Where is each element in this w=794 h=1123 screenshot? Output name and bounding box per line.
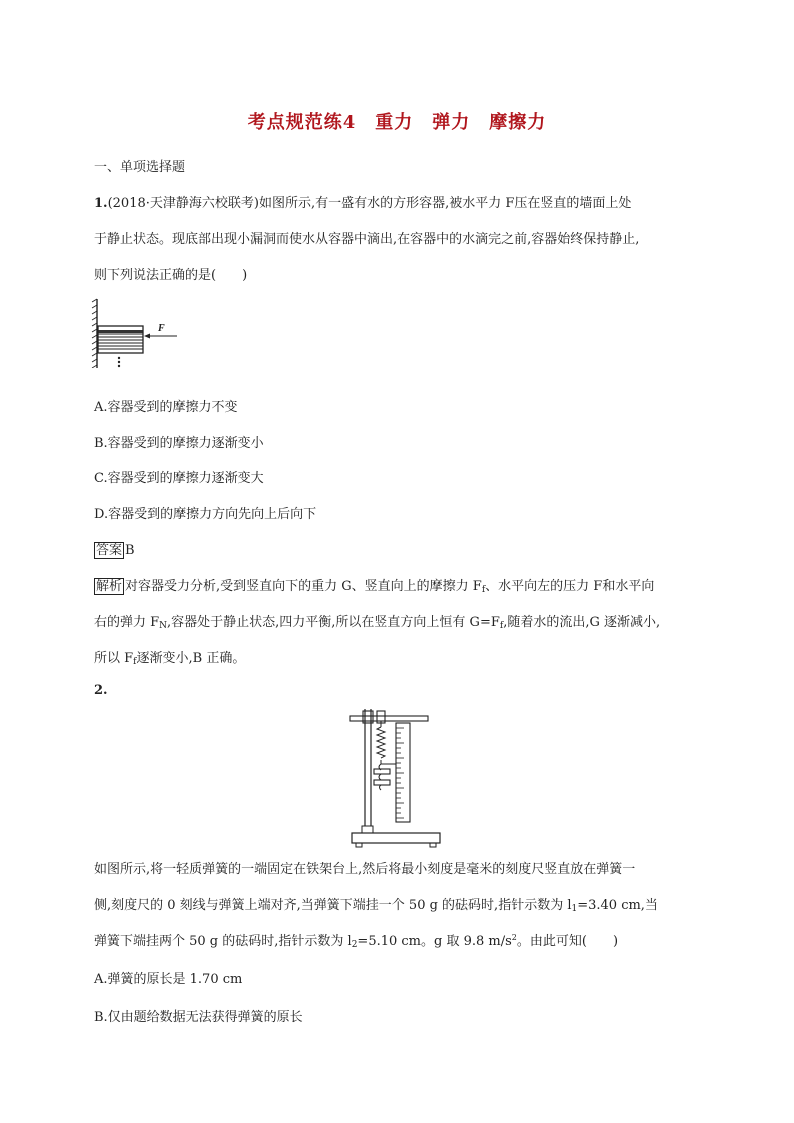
analysis-text: 所以 F	[94, 651, 134, 666]
subscript: N	[159, 621, 168, 631]
q2-text: 侧,刻度尺的 0 刻线与弹簧上端对齐,当弹簧下端挂一个 50 g 的砝码时,指针示数为 l	[94, 898, 572, 913]
analysis-text: ,容器处于静止状态,四力平衡,所以在竖直方向上恒有 G=F	[167, 615, 500, 630]
analysis-text: 右的弹力 F	[94, 615, 160, 630]
q2-option-b: B.仅由题给数据无法获得弹簧的原长	[94, 1010, 303, 1025]
q2-text: 。由此可知( )	[516, 934, 619, 949]
q2-text: =5.10 cm。g 取 9.8 m/s	[357, 934, 512, 949]
subscript: 2	[351, 940, 358, 950]
page-title: 考点规范练4 重力 弹力 摩擦力	[247, 112, 547, 133]
q1-analysis-line-3	[94, 647, 245, 667]
q1-option-c: C.容器受到的摩擦力逐渐变大	[94, 471, 264, 486]
q2-figure	[344, 706, 444, 850]
answer-label: 答案	[96, 543, 123, 558]
q1-line-2: 于静止状态。现底部出现小漏洞而使水从容器中滴出,在容器中的水滴完之前,容器始终保持静止,	[94, 232, 640, 247]
section-heading: 一、单项选择题	[94, 160, 186, 175]
superscript: 2	[511, 933, 517, 942]
force-label-f: F	[158, 323, 165, 334]
q1-line-3: 则下列说法正确的是( )	[94, 268, 248, 283]
q1-answer	[94, 539, 135, 558]
q1-number: 1.	[94, 196, 108, 211]
q1-line-1	[94, 192, 631, 211]
q1-analysis-line-1	[94, 575, 654, 595]
q1-option-d: D.容器受到的摩擦力方向先向上后向下	[94, 507, 317, 522]
q2-number: 2.	[94, 683, 108, 698]
q1-analysis-line-2	[94, 611, 660, 631]
q2-line-2	[94, 894, 658, 914]
subscript: f	[499, 621, 504, 631]
q1-stem-1: (2018·天津静海六校联考)如图所示,有一盛有水的方形容器,被水平力 F压在竖直的墙面上处	[107, 196, 632, 211]
analysis-text: 、水平向左的压力 F和水平向	[485, 579, 655, 594]
subscript: f	[133, 657, 137, 667]
q1-option-a: A.容器受到的摩擦力不变	[94, 400, 238, 415]
subscript: 1	[571, 904, 578, 914]
analysis-text: 对容器受力分析,受到竖直向下的重力 G、竖直向上的摩擦力 F	[125, 579, 482, 594]
q2-option-a: A.弹簧的原长是 1.70 cm	[94, 972, 243, 987]
analysis-label: 解析	[96, 579, 123, 594]
subscript: f	[481, 585, 486, 595]
q2-text: 弹簧下端挂两个 50 g 的砝码时,指针示数为 l	[94, 934, 352, 949]
q2-line-3	[94, 930, 618, 950]
analysis-text: ,随着水的流出,G 逐渐减小,	[503, 615, 661, 630]
q2-text: =3.40 cm,当	[577, 898, 658, 913]
answer-value: B	[125, 543, 135, 558]
q2-line-1: 如图所示,将一轻质弹簧的一端固定在铁架台上,然后将最小刻度是毫米的刻度尺竖直放在弹簧一	[94, 862, 636, 877]
q1-figure	[90, 296, 185, 368]
analysis-text: 逐渐变小,B 正确。	[136, 651, 246, 666]
q1-option-b: B.容器受到的摩擦力逐渐变小	[94, 436, 264, 451]
